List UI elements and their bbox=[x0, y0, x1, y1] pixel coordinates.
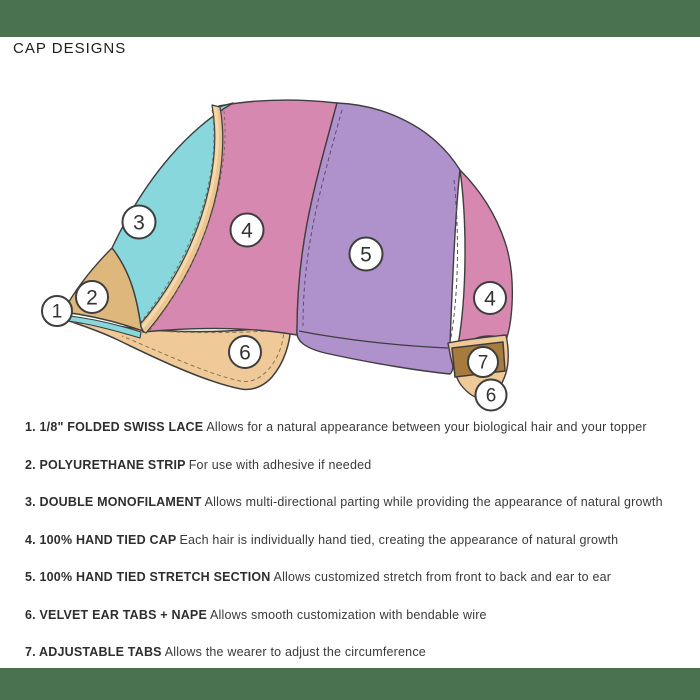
legend-item-7 bbox=[25, 645, 685, 659]
svg-text:6: 6 bbox=[239, 341, 251, 365]
legend-item-3 bbox=[25, 495, 685, 509]
svg-text:7: 7 bbox=[477, 352, 489, 374]
legend-label-4: 4. 100% HAND TIED CAP bbox=[25, 533, 177, 547]
svg-text:3: 3 bbox=[133, 211, 145, 235]
legend-item-1 bbox=[25, 420, 685, 434]
callout-4-front bbox=[231, 214, 264, 247]
legend-item-2 bbox=[25, 458, 685, 472]
legend-label-1: 1. 1/8" FOLDED SWISS LACE bbox=[25, 420, 204, 434]
legend-desc-3: Allows multi-directional parting while providing the appearance of natural growth bbox=[204, 495, 663, 509]
callout-4-back bbox=[474, 282, 506, 314]
legend-desc-2: For use with adhesive if needed bbox=[188, 458, 372, 472]
legend-label-5: 5. 100% HAND TIED STRETCH SECTION bbox=[25, 570, 271, 584]
svg-text:4: 4 bbox=[484, 287, 496, 311]
svg-text:4: 4 bbox=[241, 219, 253, 243]
callout-6-left bbox=[229, 336, 261, 368]
legend-desc-6: Allows smooth customization with bendable wire bbox=[210, 608, 487, 622]
legend-desc-7: Allows the wearer to adjust the circumference bbox=[164, 645, 426, 659]
legend-label-2: 2. POLYURETHANE STRIP bbox=[25, 458, 186, 472]
page-title: CAP DESIGNS bbox=[13, 40, 127, 57]
section-hand-tied-back bbox=[458, 170, 512, 345]
svg-text:2: 2 bbox=[86, 286, 98, 310]
legend-label-6: 6. VELVET EAR TABS + NAPE bbox=[25, 608, 208, 622]
legend-desc-5: Allows customized stretch from front to back and ear to ear bbox=[273, 570, 612, 584]
legend-label-7: 7. ADJUSTABLE TABS bbox=[25, 645, 162, 659]
svg-text:5: 5 bbox=[360, 243, 372, 267]
callout-6-back bbox=[476, 380, 507, 411]
legend-item-4 bbox=[25, 533, 685, 547]
legend-desc-1: Allows for a natural appearance between your biological hair and your topper bbox=[206, 420, 647, 434]
svg-text:1: 1 bbox=[51, 301, 63, 323]
legend-desc-4: Each hair is individually hand tied, creating the appearance of natural growth bbox=[179, 533, 619, 547]
callout-3 bbox=[123, 206, 156, 239]
callout-7 bbox=[468, 347, 498, 377]
legend-item-5 bbox=[25, 570, 685, 584]
callout-5 bbox=[350, 238, 383, 271]
callout-1 bbox=[42, 296, 72, 326]
callout-2 bbox=[76, 281, 108, 313]
legend-item-6 bbox=[25, 608, 685, 622]
svg-text:6: 6 bbox=[485, 385, 497, 407]
legend-label-3: 3. DOUBLE MONOFILAMENT bbox=[25, 495, 202, 509]
